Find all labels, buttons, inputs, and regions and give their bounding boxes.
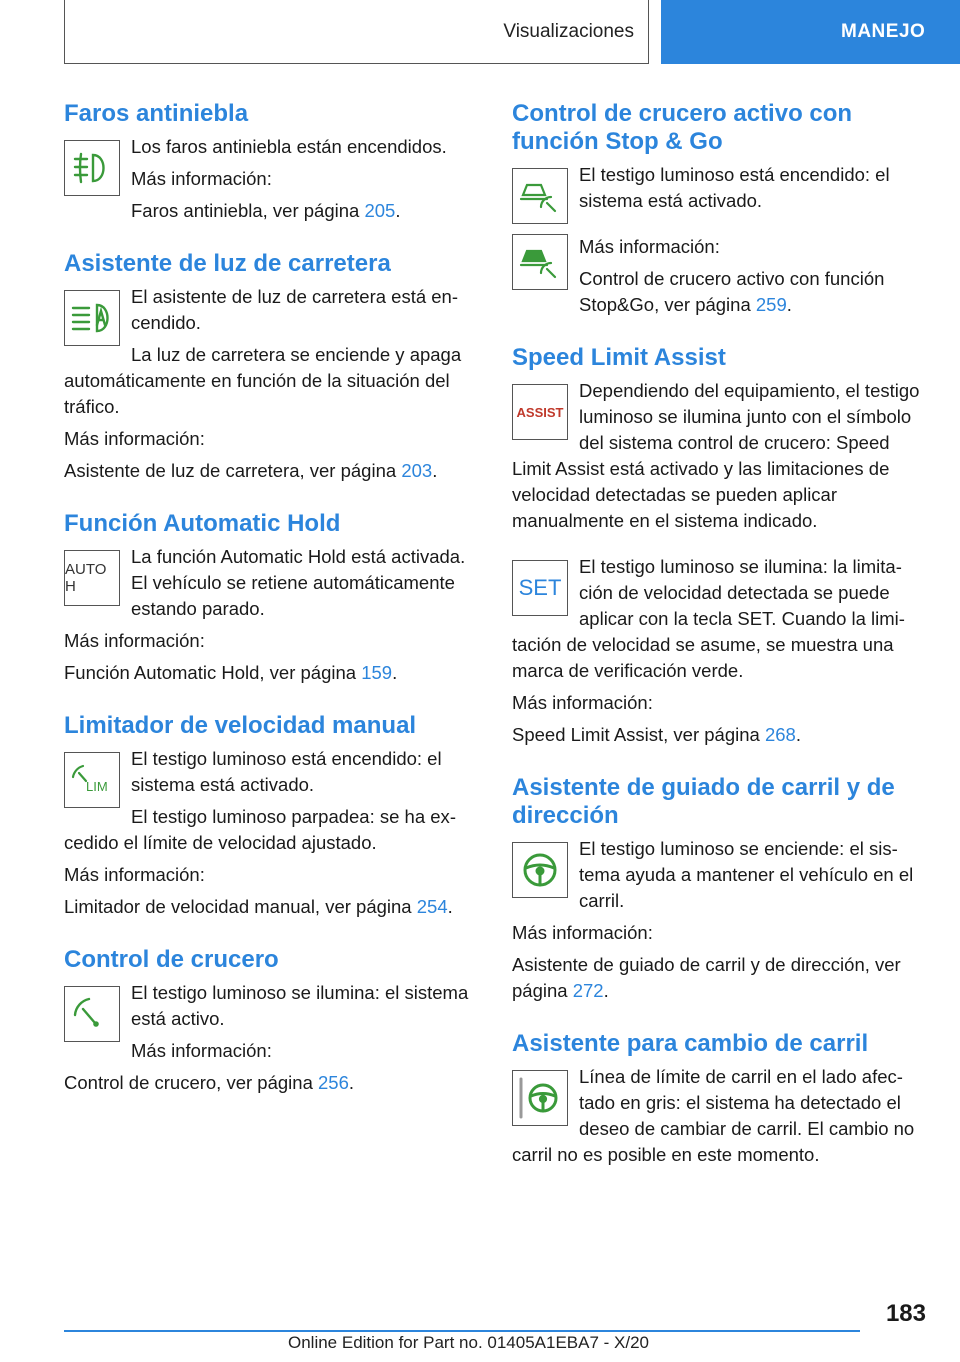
paragraph: La función Automatic Hold está activada. El vehículo se retiene automáticamente estando parado. (131, 546, 466, 619)
section-high-beam-assistant (64, 250, 480, 484)
reference-text: Asistente de luz de carretera, ver página (64, 460, 402, 481)
paragraph: Más información: (64, 630, 205, 651)
reference: Asistente de guiado de carril y de dirección, ver página 272. (512, 954, 901, 1001)
section-title: Control de crucero (64, 946, 279, 973)
section-manual-speed-limiter (64, 712, 480, 920)
speed-limit-assist-icon-label: ASSIST (516, 404, 564, 420)
section-title: Asistente para cambio de carril (512, 1030, 869, 1057)
page-link[interactable]: 259 (755, 294, 787, 315)
section-title: Control de crucero activo con función Stop & Go (512, 100, 853, 155)
reference: Speed Limit Assist, ver página 268. (512, 724, 801, 745)
fog-light-icon (64, 140, 120, 196)
paragraph: El testigo luminoso parpadea: se ha excedido el límite de velocidad ajustado. (64, 806, 456, 853)
reference-text: Limitador de velocidad manual, ver página (64, 896, 417, 917)
section-title: Función Automatic Hold (64, 510, 341, 537)
footer-divider (64, 1330, 860, 1332)
right-column (512, 100, 924, 1194)
paragraph: Más información: (512, 922, 653, 943)
speed-limiter-icon-label: LIM (86, 779, 108, 794)
paragraph: Los faros antiniebla están encendidos. (131, 136, 447, 157)
page-number: 183 (885, 1300, 926, 1327)
auto-hold-icon (64, 550, 120, 606)
paragraph: Más información: (131, 1040, 272, 1061)
page-link[interactable]: 272 (572, 980, 604, 1001)
paragraph: El testigo luminoso se ilumina: la limitación de velocidad detectada se puede aplicar con la tecla SET. Cuando la limitación de velocidad se asume, se muestra una marca de verificación verde. (512, 556, 905, 681)
reference-text: Función Automatic Hold, ver página (64, 662, 362, 683)
reference-text: Faros antiniebla, ver página (131, 200, 365, 221)
header-section (64, 0, 649, 64)
reference: Control de crucero activo con función Stop&Go, ver página 259. (579, 268, 885, 315)
paragraph: El testigo luminoso se ilumina: el sistema está activo. (131, 982, 469, 1029)
paragraph: La luz de carretera se enciende y apaga automáticamente en función de la situación del tráfico. (64, 344, 462, 417)
paragraph: Más información: (64, 864, 205, 885)
reference: Función Automatic Hold, ver página 159. (64, 662, 398, 683)
active-cruise-control-icon (512, 168, 568, 224)
footer-edition: Online Edition for Part no. 01405A1EBA7 - X/20 (288, 1333, 650, 1352)
paragraph: Más información: (131, 168, 272, 189)
section-title: Limitador de velocidad manual (64, 712, 417, 739)
paragraph: El asistente de luz de carretera está encendido. (131, 286, 459, 333)
speed-limit-assist-icon (512, 384, 568, 440)
paragraph: El testigo luminoso se enciende: el sistema ayuda a mantener el vehículo en el carril. (579, 838, 914, 911)
paragraph: Línea de límite de carril en el lado afectado en gris: el sistema ha detectado el deseo de cambiar de carril. El cambio no carril no es posible en este momento. (512, 1066, 915, 1165)
section-automatic-hold (64, 510, 480, 686)
reference-text: Speed Limit Assist, ver página (512, 724, 765, 745)
page-link[interactable]: 268 (764, 724, 796, 745)
section-fog-lights (64, 100, 480, 224)
left-column (64, 100, 480, 1122)
steering-wheel-icon (512, 1070, 568, 1126)
paragraph: Dependiendo del equipamiento, el testigo luminoso se ilumina junto con el símbolo del sistema control de crucero: Speed Limit Assist está activado y las limitaciones de velocidad detectadas se pueden aplicar manualmente en el sistema indicado. (512, 380, 920, 531)
paragraph: Más información: (579, 236, 720, 257)
set-icon (512, 560, 568, 616)
section-title: Asistente de luz de carretera (64, 250, 391, 277)
section-cruise-control (64, 946, 480, 1096)
reference-text: Control de crucero activo con función Stop&Go, ver página (579, 268, 885, 315)
reference: Faros antiniebla, ver página 205. (131, 200, 401, 221)
header-section-title: Visualizaciones (503, 20, 634, 42)
page-link[interactable]: 256 (318, 1072, 349, 1093)
section-title: Faros antiniebla (64, 100, 249, 127)
paragraph: El testigo luminoso está encendido: el sistema está activado. (131, 748, 442, 795)
section-title: Asistente de guiado de carril y de dirección (512, 774, 895, 829)
steering-wheel-icon (512, 842, 568, 898)
section-title: Speed Limit Assist (512, 344, 726, 371)
reference: Asistente de luz de carretera, ver página 203. (64, 460, 438, 481)
speed-limiter-icon (64, 752, 120, 808)
auto-hold-icon-label: AUTO H (65, 561, 107, 595)
active-cruise-control-icon (512, 234, 568, 290)
paragraph: El testigo luminoso está encendido: el sistema está activado. (579, 164, 890, 211)
header-tab-label: MANEJO (841, 21, 926, 42)
cruise-control-icon (64, 986, 120, 1042)
section-active-cruise-control (512, 100, 924, 318)
paragraph: Más información: (512, 692, 653, 713)
page-link[interactable]: 159 (361, 662, 393, 683)
header-tab[interactable] (661, 0, 960, 64)
section-lane-change-assistant (512, 1030, 924, 1168)
reference: Control de crucero, ver página 256. (64, 1072, 355, 1093)
page-link[interactable]: 254 (416, 896, 448, 917)
section-speed-limit-assist (512, 344, 924, 748)
section-lane-steering-assistant (512, 774, 924, 1004)
paragraph: Más información: (64, 428, 205, 449)
reference-text: Asistente de guiado de carril y de dirección, ver página (512, 954, 901, 1001)
high-beam-assist-icon (64, 290, 120, 346)
reference: Limitador de velocidad manual, ver página 254. (64, 896, 453, 917)
set-icon-label: SET (518, 575, 562, 600)
page-link[interactable]: 203 (401, 460, 433, 481)
page-link[interactable]: 205 (364, 200, 396, 221)
reference-text: Control de crucero, ver página (64, 1072, 318, 1093)
